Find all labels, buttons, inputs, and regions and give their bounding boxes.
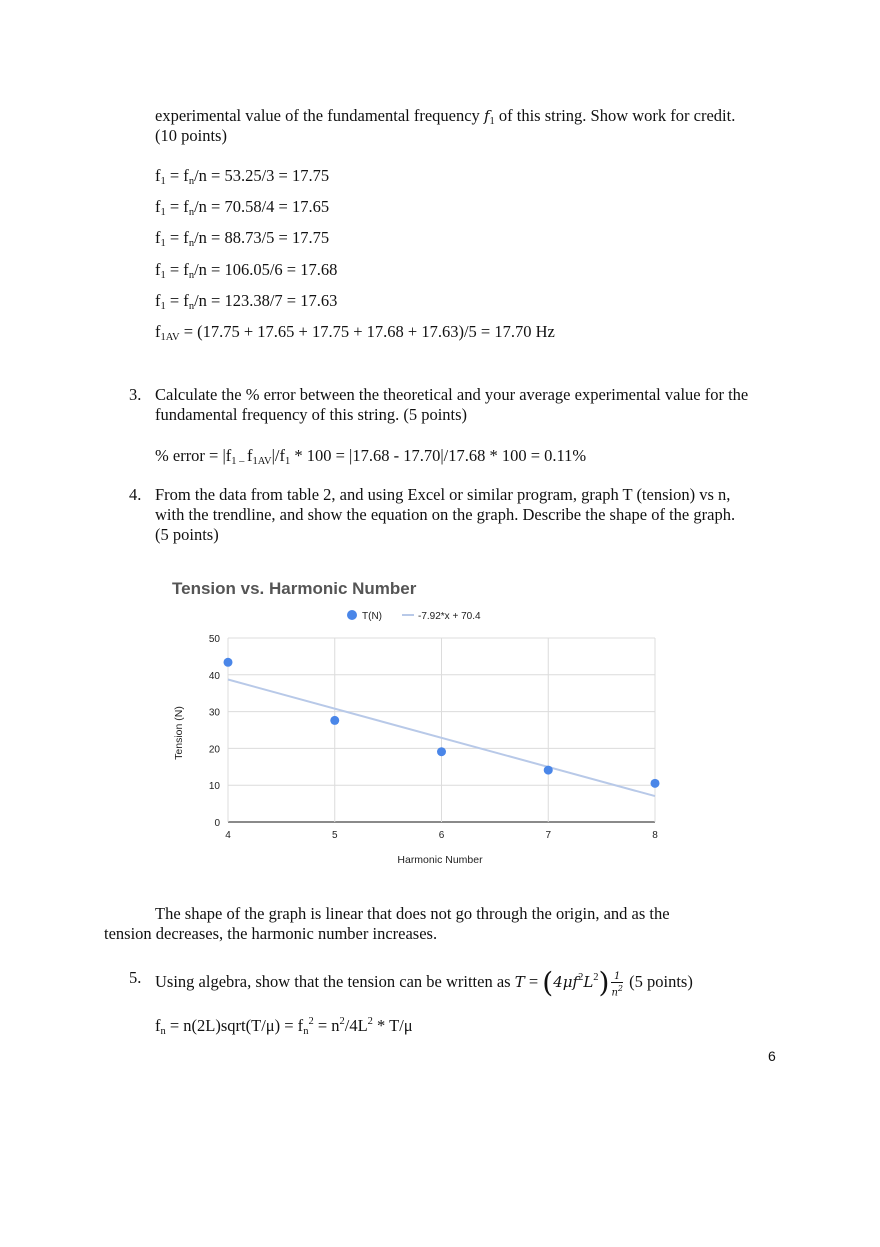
q4-line-3: (5 points) (155, 525, 219, 544)
x-tick-label: 6 (438, 830, 445, 841)
calc-mid: = f (165, 260, 189, 279)
calc-line-5 (155, 291, 337, 317)
page-number: 6 (768, 1048, 776, 1064)
calc-lhs-sub: 1 (160, 270, 166, 281)
calc-rest: /n = 53.25/3 = 17.75 (194, 166, 330, 185)
err-b: f (247, 446, 253, 465)
intro-text-a: experimental value of the fundamental frequency (155, 106, 484, 125)
calc-mid: = f (165, 197, 189, 216)
calc-rest: /n = 70.58/4 = 17.65 (194, 197, 330, 216)
final-sub: n (160, 1026, 166, 1037)
legend-series-marker (347, 610, 357, 620)
q5-right-paren: ) (598, 966, 610, 999)
calc-mid: = f (165, 166, 189, 185)
q4-number: 4. (129, 485, 142, 504)
final-sup2: 2 (339, 1016, 345, 1027)
avg-sub: 1AV (160, 332, 180, 343)
calc-mid-sub: n (188, 176, 195, 187)
calc-lhs: f (155, 228, 161, 247)
y-axis-ticks (209, 634, 221, 829)
intro-text-b: of this string. Show work for credit. (494, 106, 736, 125)
q5-frac-den (611, 983, 623, 998)
calc-rest: /n = 123.38/7 = 17.63 (194, 291, 338, 310)
calc-lhs: f (155, 166, 161, 185)
q5-inner: 4μf (553, 973, 579, 991)
data-point (544, 766, 553, 775)
data-point (330, 716, 339, 725)
y-tick-label: 10 (208, 781, 220, 793)
calc-mid: = f (165, 291, 189, 310)
q5-number: 5. (129, 968, 142, 987)
chart-grid (228, 638, 655, 822)
calc-mid-sub: n (188, 238, 195, 249)
final-sup3: 2 (367, 1016, 373, 1027)
q5-T: T (514, 973, 525, 991)
q5-equals: = (524, 972, 543, 991)
legend-series-label: T(N) (362, 611, 382, 622)
data-point (651, 779, 660, 788)
final-e: * T/μ (372, 1016, 413, 1035)
y-tick-label: 30 (208, 707, 220, 719)
final-c: = n (313, 1016, 340, 1035)
avg-rest: = (17.75 + 17.65 + 17.75 + 17.68 + 17.63)/5 = 17.70 Hz (179, 322, 555, 341)
calc-mid-sub: n (188, 207, 195, 218)
calc-lhs-sub: 1 (160, 176, 166, 187)
calc-lhs-sub: 1 (160, 207, 166, 218)
calc-line-3 (155, 228, 329, 254)
y-tick-label: 50 (208, 634, 220, 645)
q5-left-paren: ( (542, 966, 554, 999)
calc-lhs: f (155, 197, 161, 216)
intro-line-2: (10 points) (155, 126, 227, 145)
q5-frac-num: 1 (611, 971, 623, 983)
calc-rest: /n = 88.73/5 = 17.75 (194, 228, 330, 247)
err-sub3: 1 (284, 456, 291, 467)
x-axis-ticks (225, 830, 658, 841)
q5-fraction (611, 971, 623, 998)
calc-line-1 (155, 166, 329, 192)
final-sub2: n (303, 1026, 309, 1037)
err-a: % error = |f (155, 446, 232, 465)
y-tick-label: 0 (214, 818, 220, 829)
avg-lhs: f (155, 322, 161, 341)
calc-lhs: f (155, 260, 161, 279)
x-tick-label: 7 (545, 830, 552, 841)
chart-title: Tension vs. Harmonic Number (172, 579, 417, 598)
y-tick-label: 20 (208, 744, 220, 756)
intro-f-symbol: f (483, 107, 490, 125)
calc-lhs-sub: 1 (160, 301, 166, 312)
q5-inner-sup: 2 (578, 972, 584, 983)
q5-frac-den-sup: 2 (617, 983, 624, 993)
calc-line-2 (155, 197, 329, 223)
data-point (437, 747, 446, 756)
q5-frac-den-n: n (611, 987, 618, 998)
chart-legend (347, 610, 481, 622)
err-c: |/f (271, 446, 285, 465)
x-tick-label: 8 (652, 830, 658, 841)
intro-f-subscript: 1 (489, 116, 495, 127)
q4-line-1: From the data from table 2, and using Excel or similar program, graph T (tension) vs n, (155, 485, 731, 504)
y-tick-label: 40 (208, 670, 220, 682)
calc-line-4 (155, 260, 337, 286)
q3-line-1: Calculate the % error between the theoretical and your average experimental value for the (155, 385, 749, 404)
x-axis-label: Harmonic Number (397, 854, 483, 866)
intro-line-1 (155, 106, 735, 132)
final-d: /4L (344, 1016, 368, 1035)
data-point (224, 658, 233, 667)
q4-line-2: with the trendline, and show the equation on the graph. Describe the shape of the graph. (155, 505, 736, 524)
calc-mid: = f (165, 228, 189, 247)
err-sub1: 1 – (231, 456, 248, 467)
q5-points: (5 points) (625, 972, 693, 991)
calc-rest: /n = 106.05/6 = 17.68 (194, 260, 338, 279)
calc-lhs: f (155, 291, 161, 310)
calc-lhs-sub: 1 (160, 238, 166, 249)
average-line (155, 322, 555, 348)
err-d: * 100 = |17.68 - 17.70|/17.68 * 100 = 0.11% (290, 446, 587, 465)
q3-line-2: fundamental frequency of this string. (5 points) (155, 405, 468, 424)
final-a: f (155, 1016, 161, 1035)
tension-chart (160, 570, 680, 875)
final-b: = n(2L)sqrt(T/μ) = f (165, 1016, 304, 1035)
q5-L: L (583, 973, 594, 991)
q5-L-sup: 2 (593, 972, 599, 983)
legend-trendline-label: -7.92*x + 70.4 (418, 611, 481, 622)
err-sub2: 1AV (252, 456, 272, 467)
y-axis-label: Tension (N) (173, 706, 185, 760)
calc-mid-sub: n (188, 301, 195, 312)
x-tick-label: 4 (225, 830, 231, 841)
final-equation-line (155, 1012, 413, 1042)
shape-line-1: The shape of the graph is linear that does not go through the origin, and as the (155, 904, 670, 923)
shape-line-2: tension decreases, the harmonic number increases. (104, 924, 438, 943)
q3-number: 3. (129, 385, 142, 404)
final-sup1: 2 (308, 1016, 314, 1027)
percent-error-line (155, 446, 586, 472)
calc-mid-sub: n (188, 270, 195, 281)
q5-text: Using algebra, show that the tension can be written as (155, 972, 515, 991)
x-tick-label: 5 (331, 830, 338, 841)
q5-line (155, 968, 693, 998)
